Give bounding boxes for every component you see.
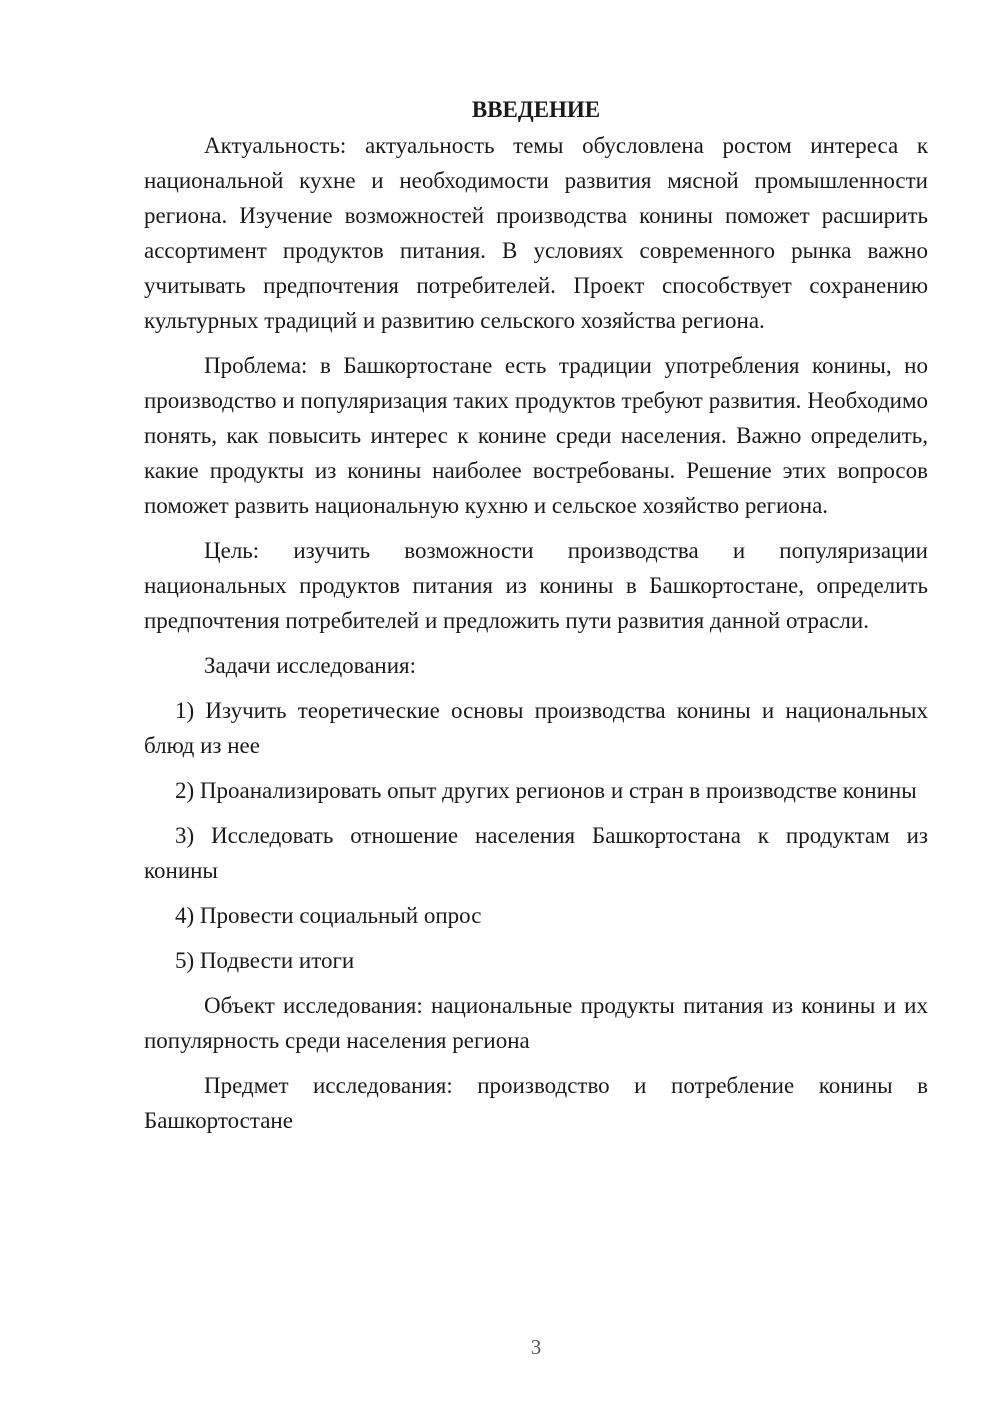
page-number: 3 (530, 1335, 542, 1359)
task-item-4: 4) Провести социальный опрос (175, 903, 482, 928)
task-item-2: 2) Проанализировать опыт других регионов и стран в производстве конины (175, 778, 917, 803)
problem-paragraph: Проблема: в Башкортостане есть традиции употребления конины, но производство и популяризация таких продуктов требуют развития. Необходимо понять, как повысить интерес к конине среди населения. Важно определить, какие продукты из конины наиболее востребованы. Решение этих вопросов поможет развить национальную кухню и сельское хозяйство региона. (144, 353, 928, 518)
relevance-paragraph: Актуальность: актуальность темы обусловлена ростом интереса к национальной кухне и необходимости развития мясной промышленности региона. Изучение возможностей производства конины поможет расширить ассортимент продуктов питания. В условиях современного рынка важно учитывать предпочтения потребителей. Проект способствует сохранению культурных традиций и развитию сельского хозяйства региона. (144, 133, 928, 333)
tasks-heading: Задачи исследования: (204, 653, 417, 678)
subject-paragraph: Предмет исследования: производство и потребление конины в Башкортостане (144, 1073, 928, 1133)
object-paragraph: Объект исследования: национальные продукты питания из конины и их популярность среди населения региона (144, 993, 928, 1053)
task-item-5: 5) Подвести итоги (175, 948, 355, 973)
tasks-list (144, 693, 928, 978)
task-item-3: 3) Исследовать отношение населения Башкортостана к продуктам из конины (144, 823, 928, 883)
goal-paragraph: Цель: изучить возможности производства и популяризации национальных продуктов питания из конины в Башкортостане, определить предпочтения потребителей и предложить пути развития данной отрасли. (144, 538, 928, 633)
section-title: ВВЕДЕНИЕ (471, 97, 601, 122)
page-body (144, 92, 928, 1148)
task-item-1: 1) Изучить теоретические основы производства конины и национальных блюд из нее (144, 698, 928, 758)
